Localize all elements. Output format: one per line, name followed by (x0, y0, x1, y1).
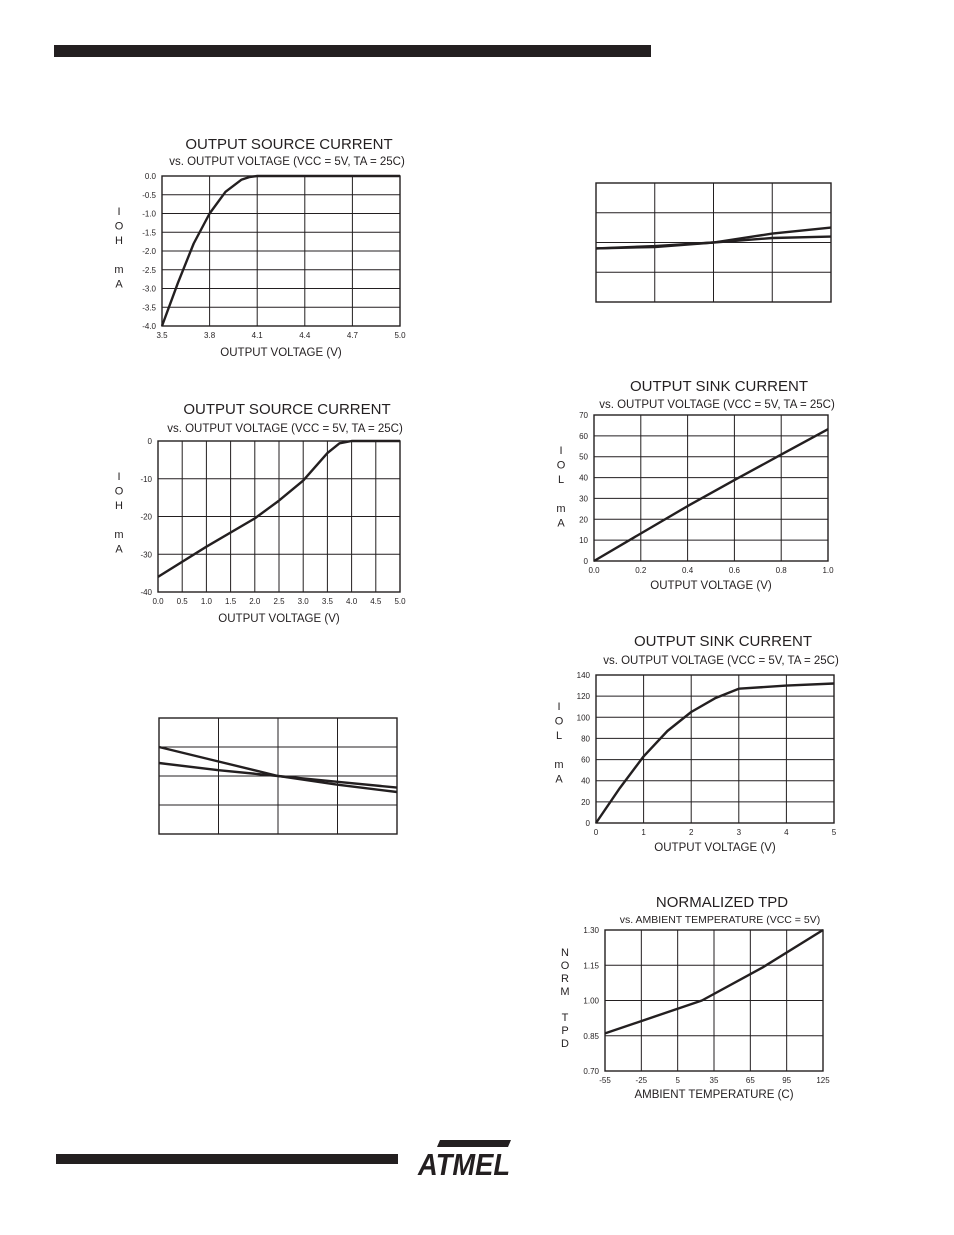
x-axis-label: OUTPUT VOLTAGE (V) (220, 347, 342, 359)
chart-7 (560, 894, 830, 1101)
y-axis-label-char: A (557, 517, 565, 530)
y-axis-label-char: A (115, 543, 123, 556)
y-tick-label: 40 (579, 473, 588, 483)
y-tick-label: -4.0 (142, 322, 156, 331)
y-axis-label-char: D (561, 1038, 569, 1050)
x-tick-label: 3.5 (321, 597, 333, 606)
y-axis-label-char: I (557, 701, 561, 713)
y-tick-label: 80 (581, 734, 590, 744)
x-tick-label: 5 (831, 828, 837, 837)
x-tick-label: 95 (782, 1076, 792, 1085)
x-tick-label: 35 (709, 1076, 719, 1085)
y-tick-label: 0 (147, 437, 152, 446)
y-axis-label-char: R (561, 973, 569, 985)
x-tick-label: 4.1 (251, 331, 263, 340)
x-tick-label: 2.5 (273, 597, 285, 606)
y-tick-label: 60 (579, 431, 588, 441)
y-axis-label-char: M (560, 986, 570, 998)
y-tick-label: -30 (140, 550, 152, 560)
x-tick-label: 0.6 (728, 566, 740, 575)
x-tick-label: 3.5 (156, 331, 168, 340)
x-tick-label: 1.5 (225, 597, 237, 606)
y-axis-label-char: m (554, 759, 564, 771)
y-axis-label-char: P (561, 1025, 569, 1037)
y-tick-label: -2.5 (142, 265, 156, 275)
y-axis-label-char: N (561, 947, 569, 959)
y-tick-label: 1.00 (583, 996, 599, 1006)
x-tick-label: 0.2 (635, 566, 647, 575)
y-axis-label-char: A (555, 773, 563, 786)
x-tick-label: -55 (599, 1076, 611, 1085)
x-tick-label: 4.0 (346, 597, 358, 606)
x-tick-label: 5 (675, 1076, 680, 1085)
y-axis-label-char: I (117, 471, 121, 483)
series-line-1 (594, 429, 828, 561)
y-axis-label-char: I (117, 206, 121, 218)
x-tick-label: 2 (688, 828, 694, 837)
x-tick-label: 5.0 (394, 331, 406, 340)
y-axis-label-char: m (556, 503, 566, 515)
x-tick-label: 3 (736, 828, 742, 837)
chart-title: OUTPUT SOURCE CURRENT (185, 136, 393, 153)
x-tick-label: 0 (593, 828, 599, 837)
y-tick-label: 10 (579, 536, 588, 546)
y-tick-label: -0.5 (142, 190, 156, 200)
y-tick-label: -1.5 (142, 228, 156, 238)
x-tick-label: 0.0 (152, 597, 164, 606)
chart-1 (114, 136, 406, 359)
y-tick-label: -20 (140, 512, 152, 522)
x-axis-label: OUTPUT VOLTAGE (V) (650, 580, 772, 592)
y-tick-label: 60 (581, 755, 590, 765)
x-axis-label: AMBIENT TEMPERATURE (C) (634, 1089, 794, 1101)
y-axis-label-char: O (560, 960, 570, 972)
x-tick-label: 125 (816, 1076, 830, 1085)
y-axis-label-char: O (554, 715, 564, 728)
y-tick-label: 70 (579, 411, 588, 420)
y-axis-label-char: H (115, 235, 123, 247)
y-axis-label-char: L (557, 474, 565, 486)
chart-subtitle: vs. OUTPUT VOLTAGE (VCC = 5V, TA = 25C) (169, 156, 405, 168)
x-tick-label: 3.8 (204, 331, 216, 340)
y-tick-label: -3.5 (142, 303, 156, 313)
y-tick-label: -2.0 (142, 247, 156, 256)
y-tick-label: -40 (140, 588, 152, 597)
x-tick-label: -25 (635, 1076, 648, 1085)
chart-subtitle: vs. AMBIENT TEMPERATURE (VCC = 5V) (619, 914, 821, 926)
y-axis-label-char: O (114, 220, 124, 233)
x-tick-label: 0.0 (588, 566, 600, 575)
x-tick-label: 1.0 (822, 566, 834, 575)
y-tick-label: 140 (576, 671, 590, 680)
y-tick-label: 0.70 (583, 1067, 599, 1076)
chart-subtitle: vs. OUTPUT VOLTAGE (VCC = 5V, TA = 25C) (167, 423, 403, 435)
y-axis-label-char: H (115, 500, 123, 512)
y-axis-label-char: L (555, 730, 563, 742)
x-tick-label: 5.0 (394, 597, 406, 606)
y-axis-label-char: m (114, 264, 124, 276)
x-tick-label: 2.0 (249, 597, 261, 606)
y-tick-label: 100 (576, 713, 590, 723)
y-tick-label: 1.15 (583, 961, 599, 971)
y-axis-label-char: O (114, 485, 124, 498)
y-tick-label: 0.0 (144, 172, 156, 181)
y-tick-label: 30 (579, 494, 588, 504)
chart-title: OUTPUT SOURCE CURRENT (183, 401, 391, 418)
x-tick-label: 0.4 (682, 566, 694, 575)
chart-title: OUTPUT SINK CURRENT (633, 633, 813, 650)
x-tick-label: 4.5 (370, 597, 382, 606)
y-tick-label: 0.85 (583, 1031, 599, 1041)
x-tick-label: 4 (784, 828, 789, 837)
chart-3 (159, 718, 397, 834)
y-tick-label: 0 (585, 819, 590, 828)
x-tick-label: 0.8 (775, 566, 787, 575)
x-tick-label: 3.0 (297, 597, 309, 606)
chart-title: OUTPUT SINK CURRENT (629, 378, 809, 395)
y-tick-label: 20 (581, 797, 590, 807)
y-tick-label: -3.0 (142, 284, 156, 294)
x-tick-label: 65 (745, 1076, 755, 1085)
chart-4 (596, 183, 831, 302)
y-tick-label: 50 (579, 452, 588, 462)
y-axis-label-char: T (561, 1012, 569, 1024)
x-tick-label: 4.4 (299, 331, 311, 340)
x-axis-label: OUTPUT VOLTAGE (V) (654, 842, 776, 854)
chart-5 (556, 378, 835, 592)
chart-title: NORMALIZED TPD (655, 894, 789, 911)
y-axis-label-char: I (559, 445, 563, 457)
y-tick-label: 0 (583, 557, 588, 566)
y-tick-label: 40 (581, 776, 590, 786)
x-tick-label: 0.5 (176, 597, 188, 606)
chart-2 (114, 401, 406, 625)
x-axis-label: OUTPUT VOLTAGE (V) (218, 613, 340, 625)
y-tick-label: -1.0 (142, 209, 156, 219)
x-tick-label: 4.7 (346, 331, 358, 340)
y-axis-label-char: A (115, 278, 123, 291)
y-axis-label-char: O (556, 459, 566, 472)
chart-subtitle: vs. OUTPUT VOLTAGE (VCC = 5V, TA = 25C) (599, 399, 835, 411)
y-tick-label: -10 (140, 474, 152, 484)
y-axis-label-char: m (114, 529, 124, 541)
y-tick-label: 120 (576, 692, 590, 702)
x-tick-label: 1.0 (200, 597, 212, 606)
svg-text:ATMEL: ATMEL (417, 1147, 510, 1182)
x-tick-label: 1 (641, 828, 646, 837)
chart-subtitle: vs. OUTPUT VOLTAGE (VCC = 5V, TA = 25C) (603, 655, 839, 667)
y-tick-label: 20 (579, 515, 588, 525)
chart-6 (554, 633, 839, 854)
y-tick-label: 1.30 (583, 926, 599, 935)
